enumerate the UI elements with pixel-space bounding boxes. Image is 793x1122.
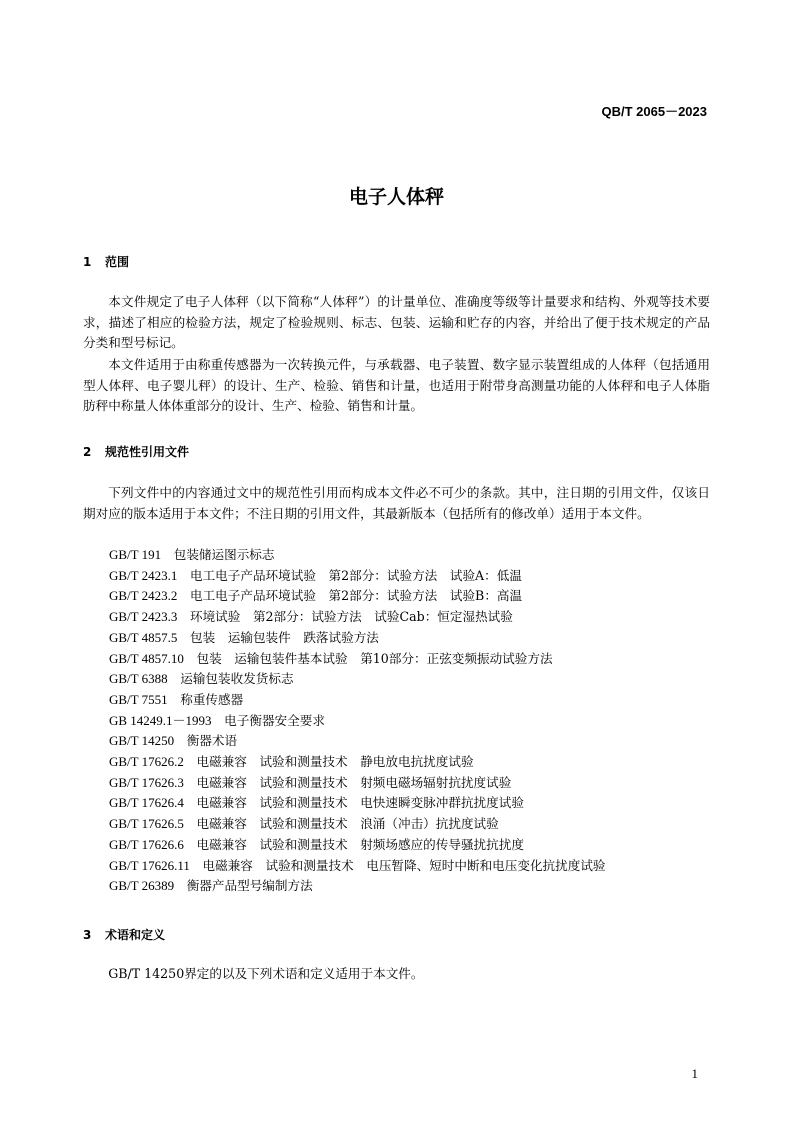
reference-item (109, 856, 709, 877)
reference-title: 电工电子产品环境试验 第2部分：试验方法 试验B：高温 (189, 588, 523, 604)
reference-code: GB/T 2423.2 (109, 588, 178, 604)
standard-code: QB/T 2065－2023 (601, 104, 707, 119)
reference-title: 运输包装收发货标志 (180, 671, 294, 687)
reference-item (109, 566, 709, 587)
reference-item (109, 586, 709, 607)
section-number: 1 (83, 255, 92, 269)
section-title: 范围 (105, 255, 130, 269)
section-title: 规范性引用文件 (105, 445, 190, 459)
reference-title: 电磁兼容 试验和测量技术 射频场感应的传导骚扰抗扰度 (196, 836, 524, 852)
reference-item (109, 876, 709, 897)
reference-code: GB/T 191 (109, 547, 162, 562)
reference-item (109, 773, 709, 794)
reference-title: 包装储运图示标志 (173, 547, 275, 562)
reference-item (109, 690, 709, 711)
reference-code: GB/T 14250 (109, 733, 175, 749)
reference-item (109, 607, 709, 628)
page-number: 1 (691, 1066, 698, 1081)
reference-code: GB/T 17626.5 (109, 816, 184, 832)
reference-title: 电磁兼容 试验和测量技术 静电放电抗扰度试验 (196, 754, 474, 770)
reference-title: 衡器产品型号编制方法 (186, 878, 313, 894)
section-heading-terms-definitions (83, 926, 165, 943)
reference-code: GB/T 2423.1 (109, 567, 178, 583)
reference-code: GB/T 26389 (109, 878, 175, 894)
reference-code: GB 14249.1－1993 (109, 712, 212, 728)
reference-title: 电工电子产品环境试验 第2部分：试验方法 试验A：低温 (189, 567, 522, 583)
reference-item (109, 814, 709, 835)
reference-code: GB/T 2423.3 (109, 609, 178, 625)
reference-code: GB/T 7551 (109, 691, 168, 707)
document-title: 电子人体秤 (348, 186, 444, 208)
section-heading-normative-references (83, 443, 189, 460)
reference-title: 称重传感器 (180, 691, 244, 707)
reference-title: 包装 运输包装件 跌落试验方法 (189, 629, 379, 645)
section-heading-scope (83, 253, 129, 270)
reference-code: GB/T 6388 (109, 671, 168, 687)
reference-title: 电磁兼容 试验和测量技术 射频电磁场辐射抗扰度试验 (196, 774, 512, 790)
reference-item (109, 649, 709, 670)
reference-item (109, 669, 709, 690)
reference-title: 电磁兼容 试验和测量技术 浪涌（冲击）抗扰度试验 (196, 816, 499, 832)
terms-paragraph: GB/T 14250界定的以及下列术语和定义适用于本文件。 (108, 966, 424, 981)
reference-title: 包装 运输包装件基本试验 第10部分：正弦变频振动试验方法 (196, 650, 553, 666)
reference-list (109, 545, 709, 897)
reference-item (109, 835, 709, 856)
reference-item (109, 711, 709, 732)
reference-code: GB/T 4857.5 (109, 629, 178, 645)
reference-title: 环境试验 第2部分：试验方法 试验Cab：恒定湿热试验 (189, 609, 513, 625)
reference-code: GB/T 17626.3 (109, 774, 184, 790)
reference-code: GB/T 17626.11 (109, 857, 190, 873)
references-intro-paragraph: 下列文件中的内容通过文中的规范性引用而构成本文件必不可少的条款。其中，注日期的引用文件，仅该日期对应的版本适用于本文件；不注日期的引用文件，其最新版本（包括所有的修改单）适用于本文件。 (83, 485, 710, 521)
reference-item (109, 793, 709, 814)
reference-title: 电磁兼容 试验和测量技术 电快速瞬变脉冲群抗扰度试验 (196, 795, 524, 811)
scope-paragraph-2: 本文件适用于由称重传感器为一次转换元件，与承载器、电子装置、数字显示装置组成的人体秤（包括通用型人体秤、电子婴儿秤）的设计、生产、检验、销售和计量，也适用于附带身高测量功能的人体秤和电子人体脂肪秤中称量人体体重部分的设计、生产、检验、销售和计量。 (83, 357, 710, 413)
reference-item (109, 752, 709, 773)
reference-item (109, 545, 709, 566)
section-title: 术语和定义 (105, 928, 166, 942)
reference-title: 电子衡器安全要求 (224, 712, 325, 728)
reference-title: 电磁兼容 试验和测量技术 电压暂降、短时中断和电压变化抗扰度试验 (202, 857, 606, 873)
reference-item (109, 628, 709, 649)
reference-title: 衡器术语 (186, 733, 238, 749)
reference-code: GB/T 17626.4 (109, 795, 184, 811)
reference-code: GB/T 17626.2 (109, 754, 184, 770)
scope-paragraph-1: 本文件规定了电子人体秤（以下简称“人体秤”）的计量单位、准确度等级等计量要求和结构、外观等技术要求，描述了相应的检验方法，规定了检验规则、标志、包装、运输和贮存的内容，并给出了便于技术规定的产品分类和型号标记。 (83, 294, 710, 350)
reference-code: GB/T 4857.10 (109, 650, 184, 666)
section-number: 2 (83, 445, 92, 459)
reference-item (109, 731, 709, 752)
section-number: 3 (83, 928, 92, 942)
reference-code: GB/T 17626.6 (109, 836, 184, 852)
